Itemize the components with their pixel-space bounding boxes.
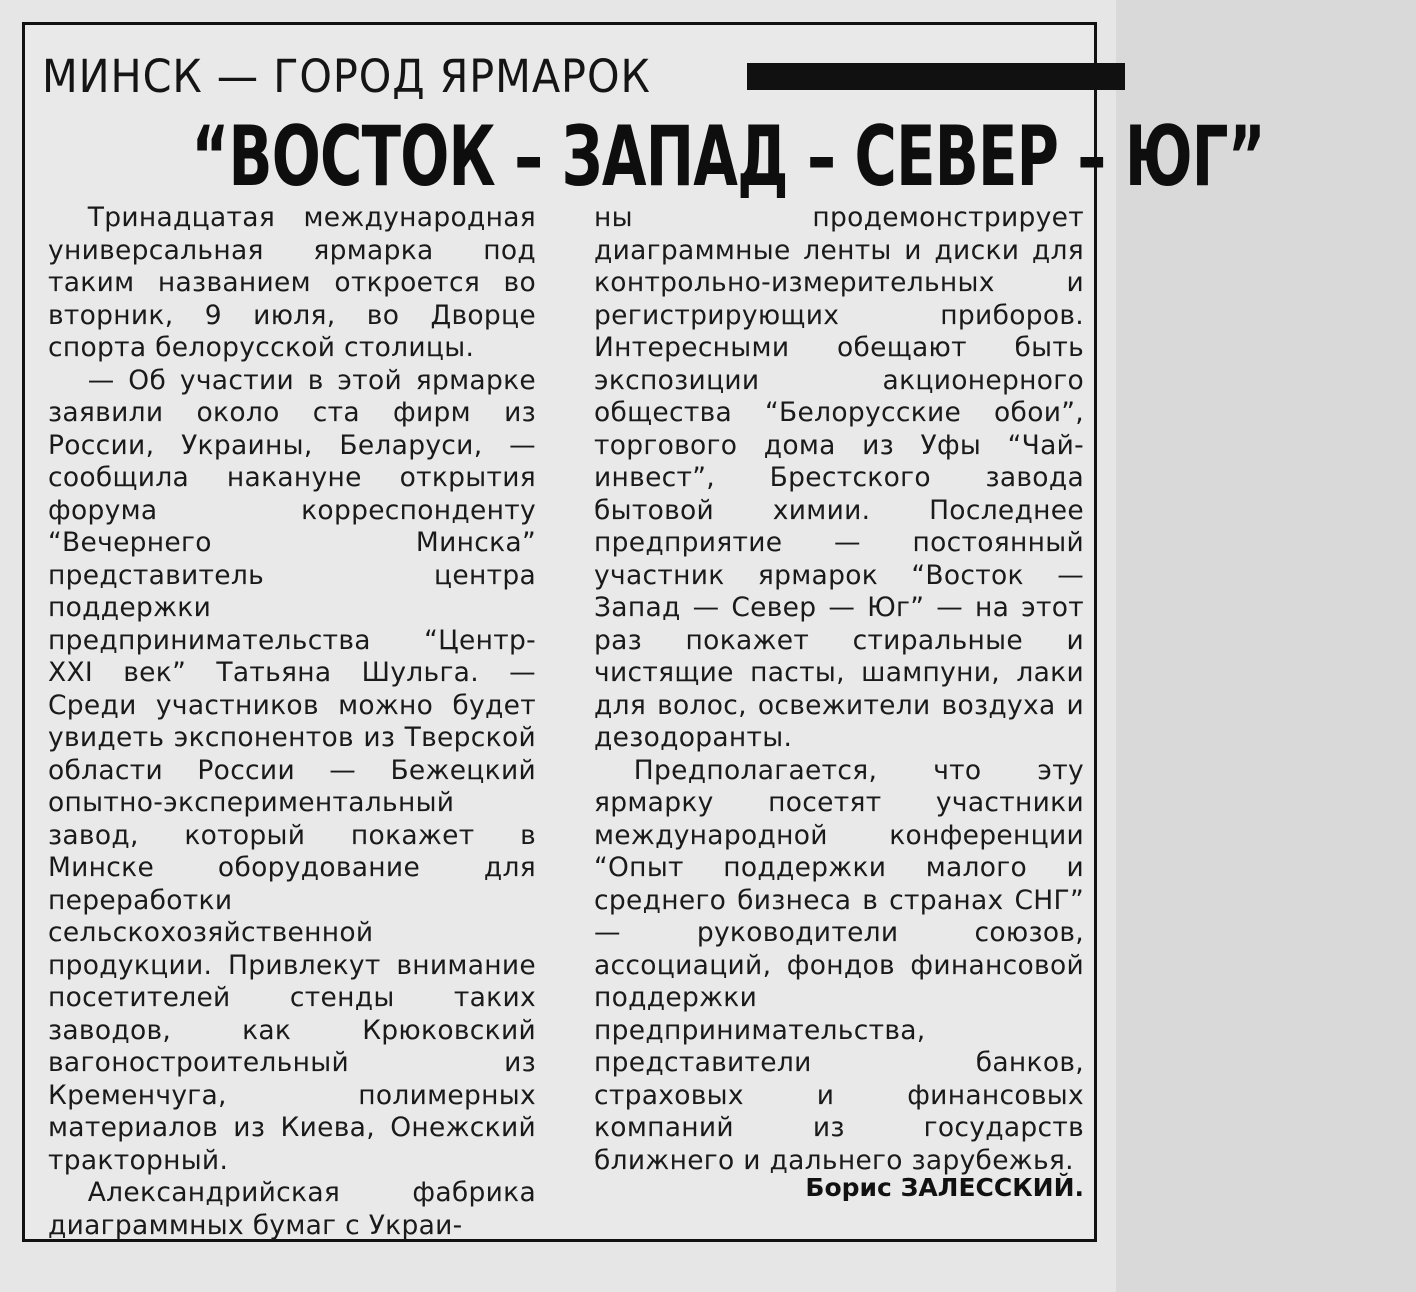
rubric-rule-bar bbox=[747, 63, 1125, 90]
rubric-title: МИНСК — ГОРОД ЯРМАРОК bbox=[42, 49, 651, 103]
paragraph: Предполагается, что эту ярмарку посетят участники международной конференции “Опыт поддержки малого и среднего бизнеса в странах СНГ” — руководители союзов, ассоциаций, фондов финансовой поддержки предпринимательства, представители банков, страховых и финансовых компаний из государств ближнего и дальнего зарубежья. bbox=[594, 754, 1084, 1176]
right-column bbox=[594, 202, 1084, 1177]
article-headline bbox=[40, 108, 1265, 206]
paragraph: Тринадцатая международная универсальная ярмарка под таким названием откроется во вторник, 9 июля, во Дворце спорта белорусской столицы. bbox=[48, 202, 536, 363]
paragraph-continued: ны продемонстрирует диаграммные ленты и диски для контрольно-измерительных и регистрирующих приборов. Интересными обещают быть экспозиции акционерного общества “Белорусские обои”, торгового дома из Уфы “Чай-инвест”, Брестского завода бытовой химии. Последнее предприятие — постоянный участник ярмарок “Восток — Запад — Север — Юг” — на этот раз покажет стиральные и чистящие пасты, шампуни, лаки для волос, освежители воздуха и дезодоранты. bbox=[594, 202, 1084, 753]
paragraph: Александрийская фабрика диаграммных бумаг с Украи- bbox=[48, 1177, 536, 1241]
headline-text: “ВОСТОК – ЗАПАД – СЕВЕР – ЮГ” bbox=[191, 108, 1265, 206]
author-byline: Борис ЗАЛЕССКИЙ. bbox=[805, 1173, 1084, 1202]
left-column bbox=[48, 202, 536, 1242]
paragraph: — Об участии в этой ярмарке заявили около ста фирм из России, Украины, Беларуси, — сообщила накануне открытия форума корреспонденту “Вечернего Минска” представитель центра поддержки предпринимательства “Центр-XXI век” Татьяна Шульга. — Среди участников можно будет увидеть экспонентов из Тверской области России — Бежецкий опытно-экспериментальный завод, который покажет в Минске оборудование для переработки сельскохозяйственной продукции. Привлекут внимание посетителей стенды таких заводов, как Крюковский вагоностроительный из Кременчуга, полимерных материалов из Киева, Онежский тракторный. bbox=[48, 364, 536, 1176]
rubric-header bbox=[42, 46, 1087, 106]
